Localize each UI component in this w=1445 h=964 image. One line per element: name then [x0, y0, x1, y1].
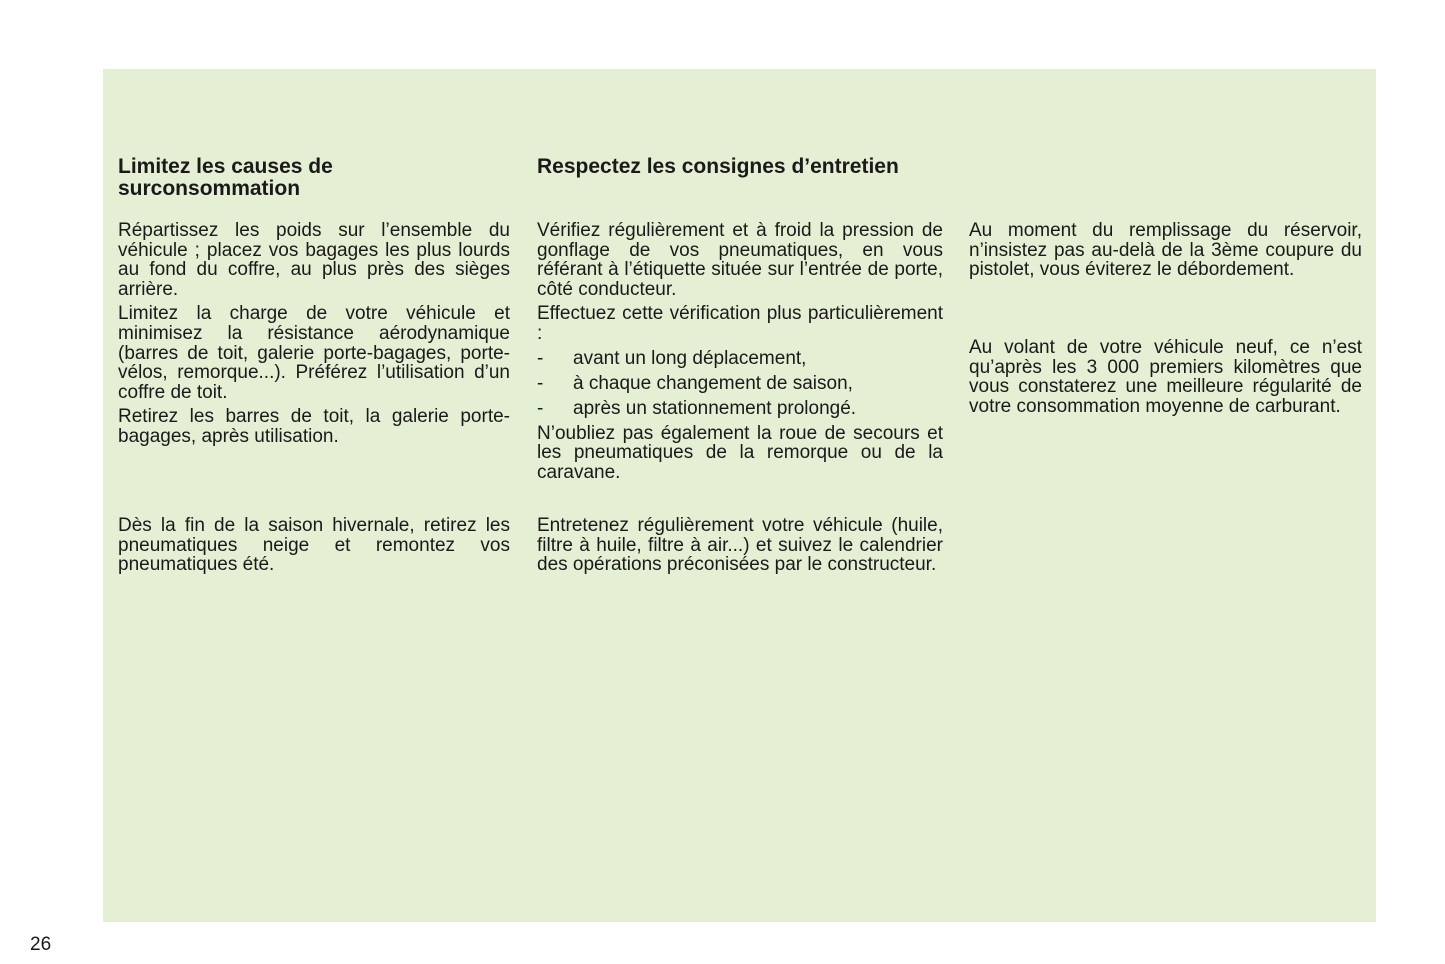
dash-bullet: - — [537, 372, 544, 394]
paragraph: Limitez la charge de votre véhicule et minimisez la résistance aérodynamique (barres de toit, galerie porte-bagages, porte-vélos, remorque...). Préférez l’utilisation d’un coffre de toit. — [118, 303, 510, 403]
paragraph: Retirez les barres de toit, la galerie porte-bagages, après utilisation. — [118, 406, 510, 447]
paragraph: Effectuez cette vérification plus particulièrement : — [537, 303, 943, 344]
list-item: - avant un long déplacement, — [537, 347, 807, 369]
list-item: - après un stationnement prolongé. — [537, 397, 857, 419]
section-heading-maintenance: Respectez les consignes d’entretien — [537, 155, 899, 178]
column-3-fuel-paragraph — [969, 221, 1362, 280]
paragraph: Vérifiez régulièrement et à froid la pression de gonflage de vos pneumatiques, en vous référant à l’étiquette située sur l’entrée de porte, côté conducteur. — [537, 220, 943, 300]
column-2-body — [537, 221, 943, 482]
column-2-heading-block — [537, 156, 943, 178]
column-1-bottom — [118, 516, 510, 575]
dash-bullet: - — [537, 397, 544, 419]
page-number: 26 — [30, 934, 52, 955]
paragraph: Dès la fin de la saison hivernale, retirez les pneumatiques neige et remontez vos pneumatiques été. — [118, 515, 510, 576]
paragraph: Entretenez régulièrement votre véhicule (huile, filtre à huile, filtre à air...) et suivez le calendrier des opérations préconisées par le constructeur. — [537, 515, 943, 576]
column-3-new-vehicle-paragraph — [969, 338, 1362, 416]
paragraph: N’oubliez pas également la roue de secours et les pneumatiques de la remorque ou de la caravane. — [537, 422, 943, 483]
checklist — [537, 349, 943, 419]
dash-bullet: - — [537, 347, 544, 369]
column-1-body — [118, 221, 510, 447]
column-1-heading-block — [118, 156, 510, 200]
paragraph: Au volant de votre véhicule neuf, ce n’est qu’après les 3 000 premiers kilomètres que vous constaterez une meilleure régularité de votre consommation moyenne de carburant. — [969, 337, 1362, 417]
list-item: - à chaque changement de saison, — [537, 372, 853, 394]
column-2-bottom — [537, 516, 943, 575]
section-heading-consumption: Limitez les causes de surconsommation — [118, 155, 333, 200]
paragraph: Au moment du remplissage du réservoir, n’insistez pas au-delà de la 3ème coupure du pistolet, vous éviterez le débordement. — [969, 220, 1362, 281]
paragraph: Répartissez les poids sur l’ensemble du véhicule ; placez vos bagages les plus lourds au fond du coffre, au plus près des sièges arrière. — [118, 220, 510, 300]
